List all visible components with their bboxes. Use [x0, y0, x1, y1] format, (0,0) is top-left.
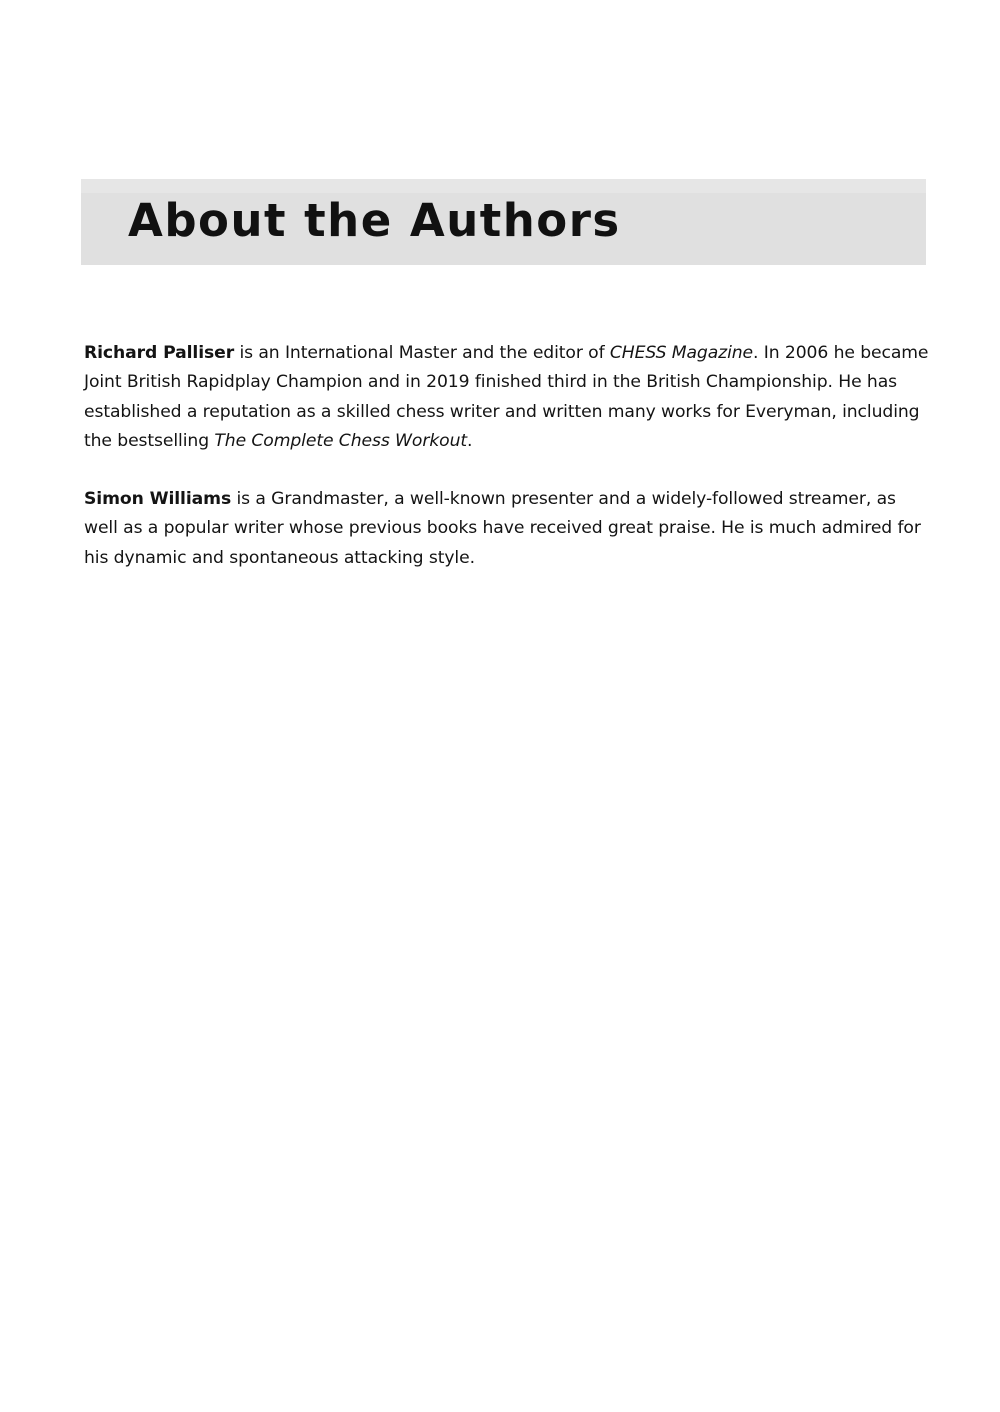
author-bio-williams — [84, 485, 934, 573]
page-title: About the Authors — [128, 194, 621, 247]
bio-text: is a Grandmaster, a well-known presenter and a widely-followed streamer, as well as a popular writer whose previous books have received great praise. He is much admired for his dynamic and spontaneous attacking style. — [84, 489, 921, 568]
bio-text: . — [467, 430, 473, 451]
bio-text: . In 2006 he became Joint British Rapidplay Champion and in 2019 finished third in the British Championship. He has established a reputation as a skilled chess writer and written many works for Everyman, including the bestselling — [84, 343, 929, 451]
bio-text: is an International Master and the editor of — [234, 343, 610, 363]
magazine-title: CHESS Magazine — [609, 343, 754, 363]
author-name: Richard Palliser — [84, 343, 235, 363]
book-title: The Complete Chess Workout — [214, 430, 468, 451]
author-bio-palliser — [84, 339, 934, 456]
author-name: Simon Williams — [84, 489, 232, 509]
title-band — [81, 179, 926, 265]
